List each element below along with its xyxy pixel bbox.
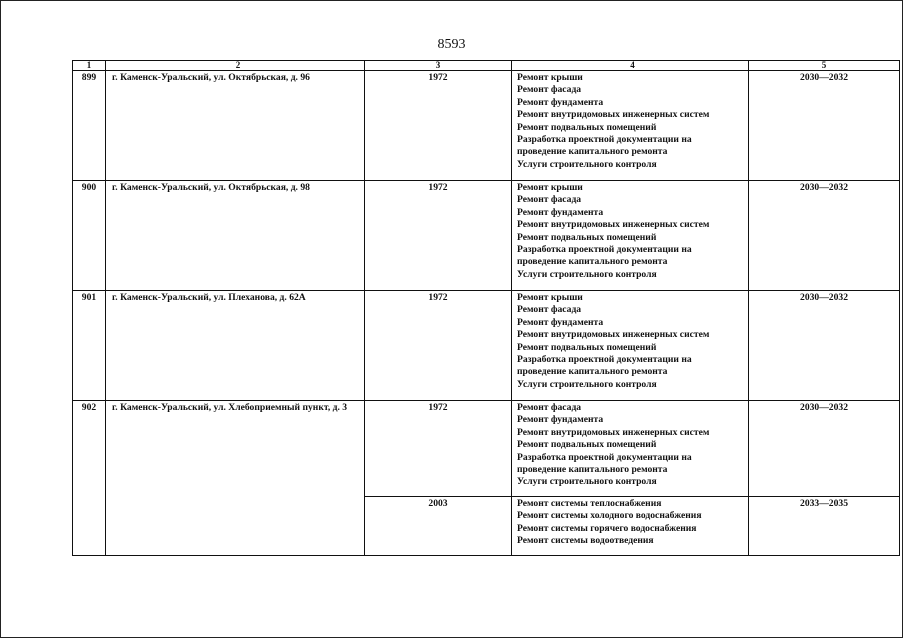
- address-text: г. Каменск-Уральский, ул. Октябрьская, д. 96: [112, 72, 310, 83]
- table-row: [73, 71, 900, 181]
- work-item: Услуги строительного контроля: [517, 378, 657, 390]
- row-number-cell: 900: [73, 181, 106, 291]
- work-item: Ремонт крыши: [517, 72, 583, 83]
- year-cell: 1972: [365, 71, 512, 181]
- table-body: [73, 71, 900, 556]
- work-item: Ремонт фасада: [517, 194, 582, 206]
- header-col-3: 3: [365, 61, 512, 71]
- period-cell: 2030—2032: [749, 181, 900, 291]
- row-number-cell: 901: [73, 291, 106, 401]
- header-col-5: 5: [749, 61, 900, 71]
- year-cell: 1972: [365, 401, 512, 497]
- work-item: Ремонт фундамента: [517, 206, 604, 218]
- work-item: Ремонт фасада: [517, 84, 582, 96]
- works-cell: [512, 401, 749, 497]
- work-item: Ремонт системы горячего водоснабжения: [517, 522, 697, 534]
- address-cell: [106, 291, 365, 401]
- work-item: Ремонт крыши: [517, 292, 583, 303]
- work-item: Ремонт фасада: [517, 304, 582, 316]
- header-col-1: 1: [73, 61, 106, 71]
- work-item: проведение капитального ремонта: [517, 146, 668, 158]
- period-cell: 2030—2032: [749, 401, 900, 497]
- work-item: Ремонт системы водоотведения: [517, 535, 654, 547]
- work-item: Разработка проектной документации на: [517, 134, 692, 146]
- work-item: Ремонт фундамента: [517, 316, 604, 328]
- work-item: Ремонт подвальных помещений: [517, 341, 657, 353]
- work-item: проведение капитального ремонта: [517, 464, 668, 476]
- period-cell: 2033—2035: [749, 497, 900, 556]
- work-item: Ремонт крыши: [517, 182, 583, 193]
- work-item: проведение капитального ремонта: [517, 256, 668, 268]
- address-cell: [106, 181, 365, 291]
- work-item: Разработка проектной документации на: [517, 451, 692, 463]
- work-item: Разработка проектной документации на: [517, 244, 692, 256]
- work-item: Услуги строительного контроля: [517, 158, 657, 170]
- table-row: [73, 181, 900, 291]
- address-text: г. Каменск-Уральский, ул. Плеханова, д. 62А: [112, 292, 306, 303]
- header-col-4: 4: [512, 61, 749, 71]
- year-cell: 1972: [365, 291, 512, 401]
- address-text: г. Каменск-Уральский, ул. Октябрьская, д. 98: [112, 182, 310, 193]
- year-cell: 2003: [365, 497, 512, 556]
- work-item: Ремонт подвальных помещений: [517, 231, 657, 243]
- table-row: [73, 401, 900, 497]
- works-cell: [512, 181, 749, 291]
- header-col-2: 2: [106, 61, 365, 71]
- row-number-cell: 902: [73, 401, 106, 556]
- work-item: Ремонт внутридомовых инженерных систем: [517, 426, 710, 438]
- work-item: проведение капитального ремонта: [517, 366, 668, 378]
- work-item: Ремонт фасада: [517, 402, 582, 413]
- year-cell: 1972: [365, 181, 512, 291]
- work-item: Ремонт подвальных помещений: [517, 439, 657, 451]
- work-item: Ремонт внутридомовых инженерных систем: [517, 219, 710, 231]
- work-item: Ремонт фундамента: [517, 414, 604, 426]
- table-header-row: [73, 61, 900, 71]
- work-item: Разработка проектной документации на: [517, 354, 692, 366]
- work-item: Ремонт внутридомовых инженерных систем: [517, 329, 710, 341]
- work-item: Услуги строительного контроля: [517, 268, 657, 280]
- works-cell: [512, 291, 749, 401]
- table-row: [73, 291, 900, 401]
- address-text: г. Каменск-Уральский, ул. Хлебоприемный пункт, д. 3: [112, 402, 348, 413]
- address-cell: [106, 71, 365, 181]
- work-item: Услуги строительного контроля: [517, 476, 657, 488]
- period-cell: 2030—2032: [749, 291, 900, 401]
- work-item: Ремонт системы теплоснабжения: [517, 498, 662, 509]
- address-cell: [106, 401, 365, 556]
- work-item: Ремонт внутридомовых инженерных систем: [517, 109, 710, 121]
- capital-repair-table: [72, 60, 900, 556]
- works-cell: [512, 71, 749, 181]
- work-item: Ремонт подвальных помещений: [517, 121, 657, 133]
- work-item: Ремонт фундамента: [517, 96, 604, 108]
- work-item: Ремонт системы холодного водоснабжения: [517, 510, 702, 522]
- row-number-cell: 899: [73, 71, 106, 181]
- page-number: 8593: [437, 37, 466, 52]
- works-cell: [512, 497, 749, 556]
- period-cell: 2030—2032: [749, 71, 900, 181]
